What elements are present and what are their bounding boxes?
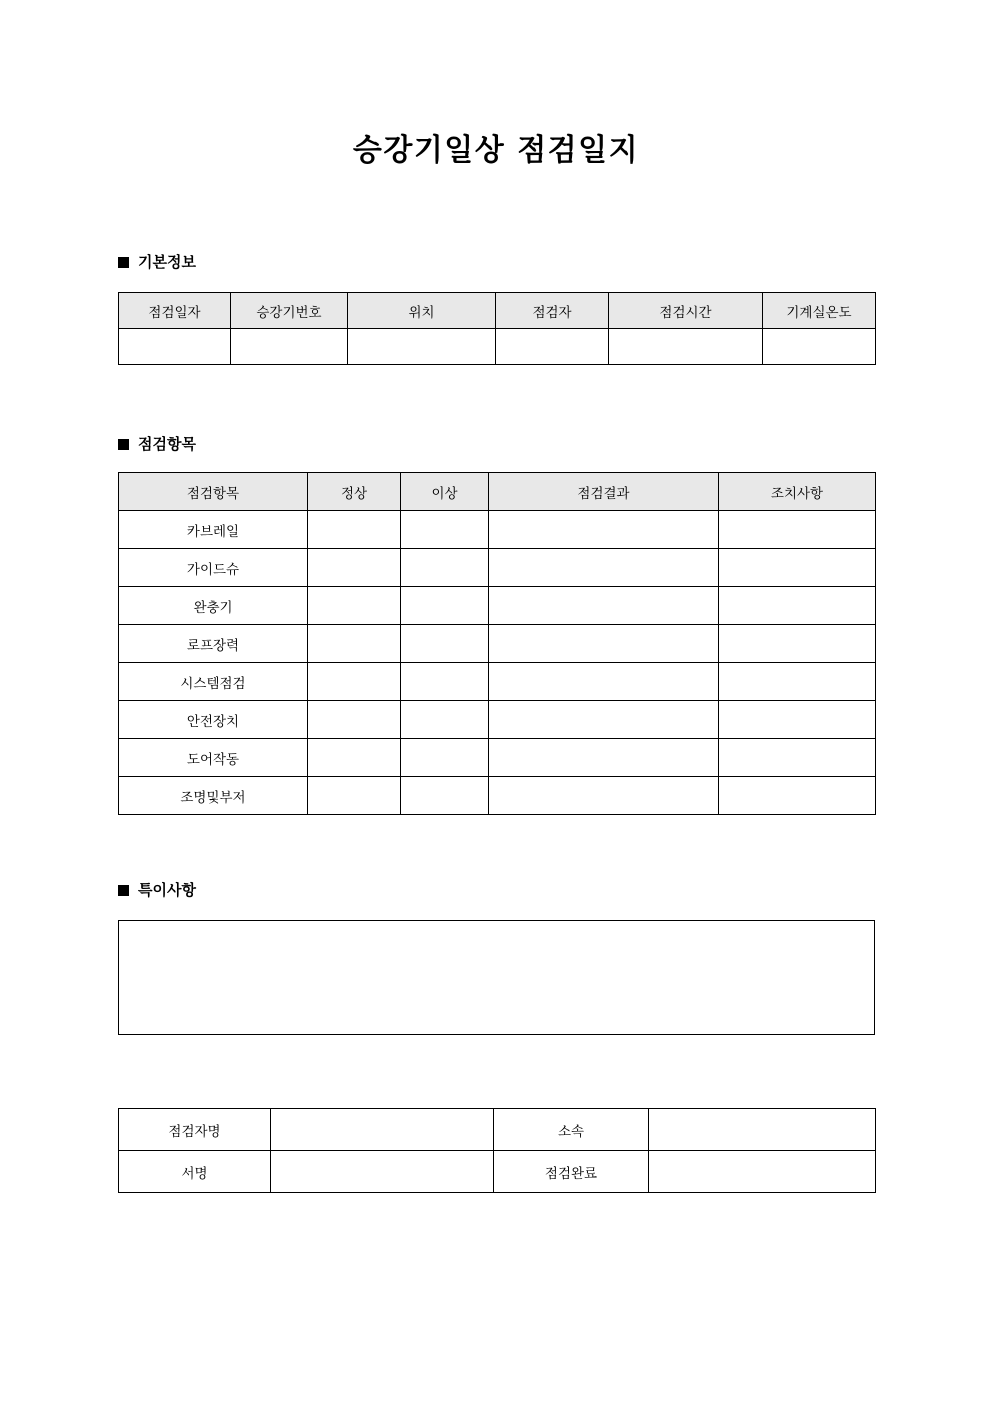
checkbox-cell-normal[interactable]	[308, 587, 401, 625]
field-inspector-name[interactable]	[271, 1109, 494, 1151]
column-header-result: 점검결과	[489, 473, 719, 511]
field-action[interactable]	[719, 511, 876, 549]
field-result[interactable]	[489, 701, 719, 739]
field-inspector[interactable]	[496, 329, 609, 365]
checkbox-cell-abnormal[interactable]	[401, 587, 489, 625]
basic-info-table	[118, 292, 876, 365]
column-header-inspection-time: 점검시간	[609, 293, 763, 329]
table-row	[119, 625, 876, 663]
field-action[interactable]	[719, 549, 876, 587]
notes-textarea[interactable]	[118, 920, 875, 1035]
field-action[interactable]	[719, 777, 876, 815]
signature-table	[118, 1108, 876, 1193]
checkbox-cell-abnormal[interactable]	[401, 739, 489, 777]
checkbox-cell-normal[interactable]	[308, 549, 401, 587]
section-heading-notes	[118, 879, 196, 901]
checkbox-cell-normal[interactable]	[308, 739, 401, 777]
column-header-abnormal: 이상	[401, 473, 489, 511]
field-result[interactable]	[489, 739, 719, 777]
checkbox-cell-normal[interactable]	[308, 663, 401, 701]
column-header-item: 점검항목	[119, 473, 308, 511]
field-action[interactable]	[719, 701, 876, 739]
checkbox-cell-normal[interactable]	[308, 511, 401, 549]
label-inspector-name: 점검자명	[119, 1109, 271, 1151]
column-header-normal: 정상	[308, 473, 401, 511]
section-heading-notes-label: 특이사항	[138, 881, 196, 899]
checkbox-cell-abnormal[interactable]	[401, 625, 489, 663]
table-row	[119, 1109, 876, 1151]
checkbox-cell-normal[interactable]	[308, 701, 401, 739]
field-action[interactable]	[719, 739, 876, 777]
table-row	[119, 739, 876, 777]
field-action[interactable]	[719, 663, 876, 701]
inspection-items-table	[118, 472, 876, 815]
checkbox-cell-abnormal[interactable]	[401, 701, 489, 739]
table-row	[119, 329, 876, 365]
section-heading-basic-info-label: 기본정보	[138, 253, 196, 271]
table-row	[119, 511, 876, 549]
table-row	[119, 663, 876, 701]
item-label: 가이드슈	[119, 549, 308, 587]
field-inspection-time[interactable]	[609, 329, 763, 365]
table-row	[119, 549, 876, 587]
field-affiliation[interactable]	[649, 1109, 876, 1151]
table-row	[119, 777, 876, 815]
field-elevator-number[interactable]	[231, 329, 348, 365]
field-location[interactable]	[348, 329, 496, 365]
column-header-elevator-number: 승강기번호	[231, 293, 348, 329]
column-header-machine-room-temp: 기계실온도	[763, 293, 876, 329]
item-label: 시스템점검	[119, 663, 308, 701]
column-header-action: 조치사항	[719, 473, 876, 511]
field-result[interactable]	[489, 777, 719, 815]
checkbox-cell-normal[interactable]	[308, 777, 401, 815]
field-result[interactable]	[489, 549, 719, 587]
item-label: 로프장력	[119, 625, 308, 663]
filled-square-bullet-icon	[118, 885, 129, 896]
label-inspection-completed: 점검완료	[494, 1151, 649, 1193]
item-label: 조명및부저	[119, 777, 308, 815]
field-action[interactable]	[719, 625, 876, 663]
filled-square-bullet-icon	[118, 439, 129, 450]
field-inspection-completed[interactable]	[649, 1151, 876, 1193]
field-machine-room-temp[interactable]	[763, 329, 876, 365]
checkbox-cell-abnormal[interactable]	[401, 777, 489, 815]
checkbox-cell-normal[interactable]	[308, 625, 401, 663]
section-heading-basic-info	[118, 251, 196, 273]
field-signature[interactable]	[271, 1151, 494, 1193]
item-label: 안전장치	[119, 701, 308, 739]
item-label: 완충기	[119, 587, 308, 625]
table-row	[119, 701, 876, 739]
label-signature: 서명	[119, 1151, 271, 1193]
item-label: 카브레일	[119, 511, 308, 549]
field-inspection-date[interactable]	[119, 329, 231, 365]
field-result[interactable]	[489, 663, 719, 701]
column-header-location: 위치	[348, 293, 496, 329]
field-result[interactable]	[489, 511, 719, 549]
column-header-inspection-date: 점검일자	[119, 293, 231, 329]
checkbox-cell-abnormal[interactable]	[401, 663, 489, 701]
filled-square-bullet-icon	[118, 257, 129, 268]
section-heading-inspection-items-label: 점검항목	[138, 435, 196, 453]
page-title: 승강기일상 점검일지	[352, 133, 640, 168]
checkbox-cell-abnormal[interactable]	[401, 549, 489, 587]
table-header-row	[119, 473, 876, 511]
table-row	[119, 587, 876, 625]
field-result[interactable]	[489, 625, 719, 663]
section-heading-inspection-items	[118, 433, 196, 455]
item-label: 도어작동	[119, 739, 308, 777]
table-header-row	[119, 293, 876, 329]
column-header-inspector: 점검자	[496, 293, 609, 329]
label-affiliation: 소속	[494, 1109, 649, 1151]
field-result[interactable]	[489, 587, 719, 625]
checkbox-cell-abnormal[interactable]	[401, 511, 489, 549]
table-row	[119, 1151, 876, 1193]
field-action[interactable]	[719, 587, 876, 625]
